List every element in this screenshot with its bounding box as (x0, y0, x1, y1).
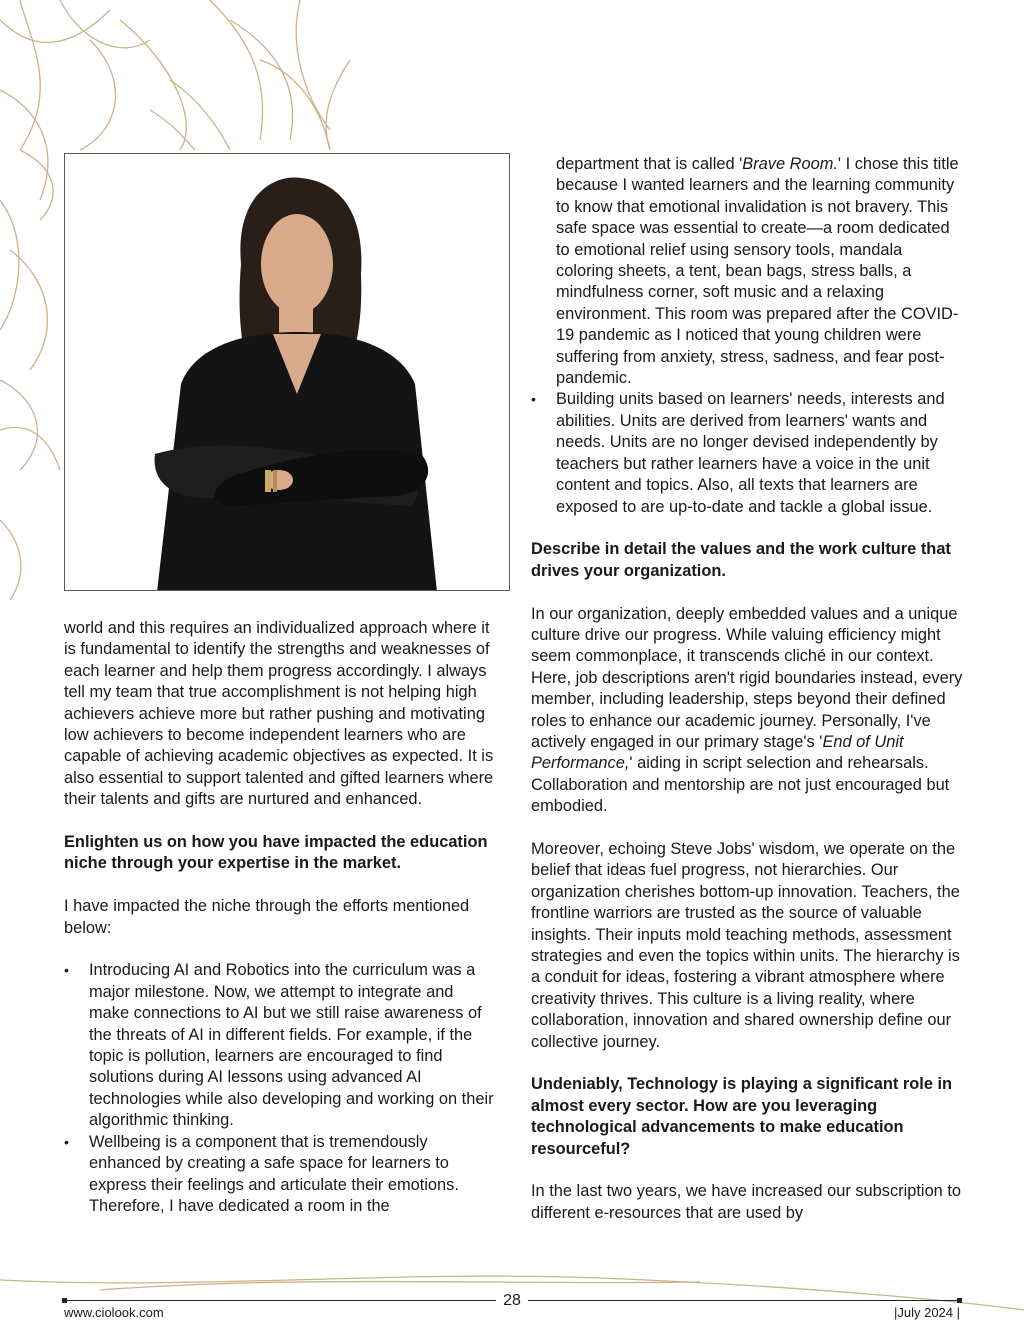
footer-issue-date: |July 2024 | (893, 1305, 960, 1320)
paragraph-text: In our organization, deeply embedded values and a unique culture drive our progress. While valuing efficiency might seem commonplace, it transcends cliché in our context. Here, job descriptions aren't rigid boundaries instead, every member, including leadership, steps beyond their defined roles to enhance our academic journey. Personally, I've actively engaged in our primary stage's ' (531, 604, 963, 751)
question-values: Describe in detail the values and the work culture that drives your organization. (531, 540, 951, 580)
bullet-list-left (64, 960, 494, 1217)
brave-room-emphasis: Brave Room. (742, 155, 838, 173)
paragraph-steve-jobs: Moreover, echoing Steve Jobs' wisdom, we operate on the belief that ideas fuel progress, not hierarchies. Our organization cherishes bottom-up innovation. Teachers, the frontline warriors are trusted as the source of valuable insights. Their inputs mold teaching methods, assessment strategies and even the topics within units. The hierarchy is a conduit for ideas, fostering a vibrant atmosphere where creativity thrives. This culture is a living reality, where collaboration, innovation and shared ownership define our collective journey. (531, 839, 960, 1051)
bullet-units: • Building units based on learners' needs, interests and abilities. Units are derived from learners' wants and needs. Units are no longer devised independently by teachers but rather learners have a voice in the unit content and topics. Also, all texts that learners are exposed to are up-to-date and tackle a global issue. (531, 389, 963, 517)
portrait-illustration (65, 154, 510, 591)
paragraph-values (531, 604, 963, 818)
bullet-wellbeing: • Wellbeing is a component that is tremendously enhanced by creating a safe space for learners to express their feelings and articulate their emotions. Therefore, I have dedicated a room in the (64, 1132, 494, 1218)
continued-bullet-brave-room (531, 154, 963, 389)
bullet-ai: • Introducing AI and Robotics into the curriculum was a major milestone. Now, we attempt to integrate and make connections to AI but we still raise awareness of the threats of AI in different fields. For example, if the topic is pollution, learners are encouraged to find solutions during AI lessons using advanced AI technologies while also developing and working on their algorithmic thinking. (64, 960, 494, 1131)
footer-rule-end-dot (957, 1298, 962, 1303)
portrait-photo (64, 153, 510, 591)
question-technology: Undeniably, Technology is playing a significant role in almost every sector. How are you leveraging technological advancements to make education resourceful? (531, 1075, 953, 1158)
end-of-unit-emphasis: End of Unit Performance, (531, 732, 904, 773)
paragraph-intro: world and this requires an individualized approach where it is fundamental to identify the strengths and weaknesses of each learner and help them progress accordingly. I always tell my team that true accomplishment is not helping high achievers achieve more but rather pushing and motivating low achievers to become independent learners who are capable of achieving academic objectives as expected. It is also essential to support talented and gifted learners where their talents and gifts are nurtured and enhanced. (64, 619, 494, 809)
bullet-list-right (531, 389, 963, 517)
paragraph-impact: I have impacted the niche through the efforts mentioned below: (64, 897, 470, 937)
footer-website-link[interactable]: www.ciolook.com (64, 1305, 164, 1320)
left-column (64, 618, 494, 1217)
bullet-text: ' I chose this title because I wanted learners and the learning community to know that emotional invalidation is not bravery. This safe space was essential to create—a room dedicated to emotional relief using sensory tools, mandala coloring sheets, a tent, bean bags, stress balls, a mindfulness corner, soft music and a relaxing environment. This room was prepared after the COVID-19 pandemic as I noticed that young children were suffering from anxiety, stress, sadness, and fear post-pandemic. (556, 155, 959, 388)
footer-rule-end-dot (62, 1298, 67, 1303)
paragraph-text: ' aiding in script selection and rehearsals. Collaboration and mentorship are not just encouraged but embodied. (531, 754, 950, 816)
paragraph-technology: In the last two years, we have increased our subscription to different e-resources that are used by (531, 1182, 962, 1222)
right-column (531, 154, 963, 1224)
bullet-text: department that is called ' (556, 155, 743, 173)
page-number: 28 (496, 1291, 528, 1311)
question-impact: Enlighten us on how you have impacted the education niche through your expertise in the market. (64, 833, 488, 873)
